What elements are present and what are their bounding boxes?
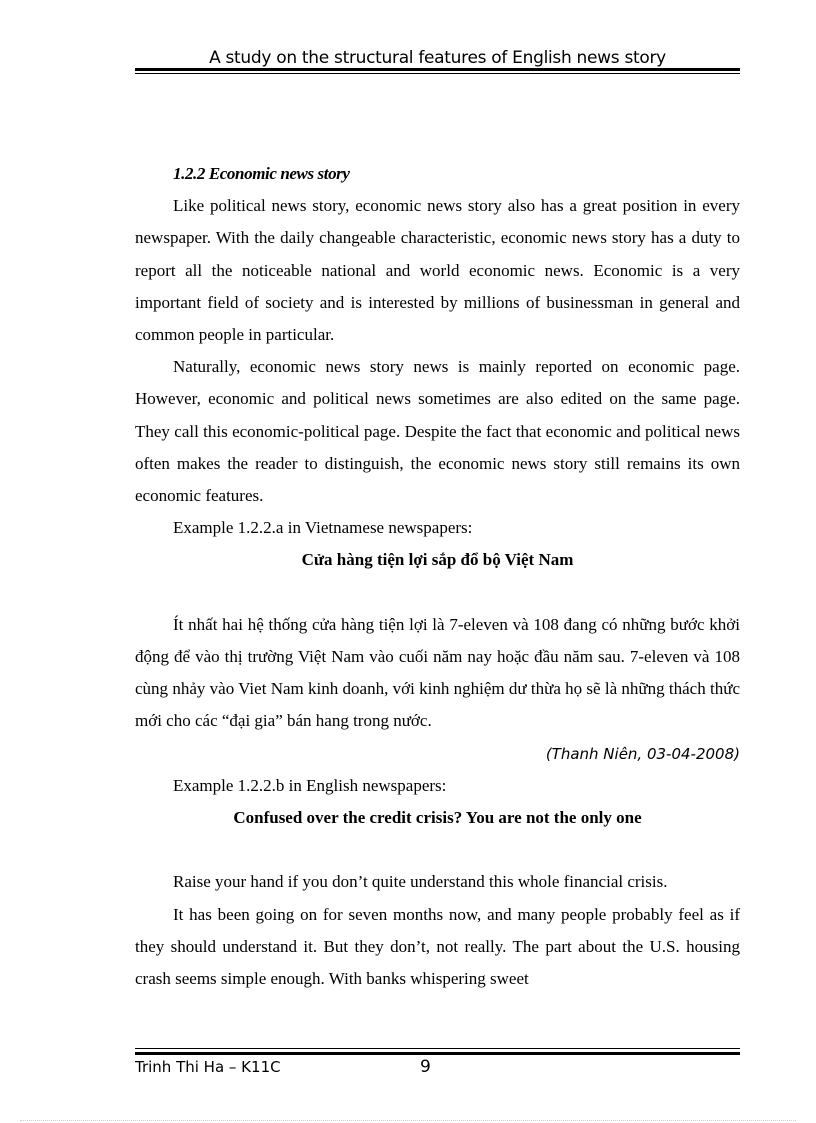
- paragraph: Like political news story, economic news story also has a great position in every newspaper. With the daily changeable characteristic, economic news story has a duty to report all the noticeable national and world economic news. Economic is a very important field of society and is interested by millions of businessman in general and common people in particular.: [135, 196, 740, 345]
- article-source: (Thanh Niên, 03-04-2008): [545, 744, 740, 763]
- section-heading: 1.2.2 Economic news story: [173, 164, 350, 183]
- footer-author: Trinh Thi Ha – K11C: [135, 1058, 281, 1076]
- paragraph: Naturally, economic news story news is mainly reported on economic page. However, economic and political news sometimes are also edited on the same page. They call this economic-political page. Despite the fact that economic and political news often makes the reader to distinguish, the economic news story still remains its own economic features.: [135, 357, 740, 506]
- example-label: Example 1.2.2.a in Vietnamese newspapers:: [173, 518, 473, 538]
- example-label: Example 1.2.2.b in English newspapers:: [173, 775, 447, 795]
- article-title: Cửa hàng tiện lợi sắp đổ bộ Việt Nam: [301, 550, 574, 570]
- header-title: A study on the structural features of English news story: [209, 48, 666, 68]
- page-body: [135, 158, 740, 995]
- header-rule-thick: [135, 68, 740, 71]
- page-edge: [20, 1120, 796, 1121]
- spacer: [135, 834, 740, 866]
- page-number: 9: [420, 1057, 431, 1077]
- article-body: It has been going on for seven months now, and many people probably feel as if they should understand it. But they don’t, not really. The part about the U.S. housing crash seems simple enough. With banks whispering sweet: [135, 904, 740, 989]
- header-rule-thin: [135, 73, 740, 74]
- spacer: [135, 577, 740, 609]
- article-title: Confused over the credit crisis? You are not the only one: [233, 808, 642, 828]
- article-body: Ít nhất hai hệ thống cửa hàng tiện lợi là 7-eleven và 108 đang có những bước khởi động để vào thị trường Việt Nam vào cuối năm nay hoặc đầu năm sau. 7-eleven và 108 cùng nhảy vào Viet Nam kinh doanh, với kinh nghiệm dư thừa họ sẽ là những thách thức mới cho các “đại gia” bán hang trong nước.: [135, 614, 740, 731]
- article-body: Raise your hand if you don’t quite understand this whole financial crisis.: [173, 872, 668, 892]
- footer-rule-thin: [135, 1048, 740, 1049]
- footer-rule-thick: [135, 1052, 740, 1055]
